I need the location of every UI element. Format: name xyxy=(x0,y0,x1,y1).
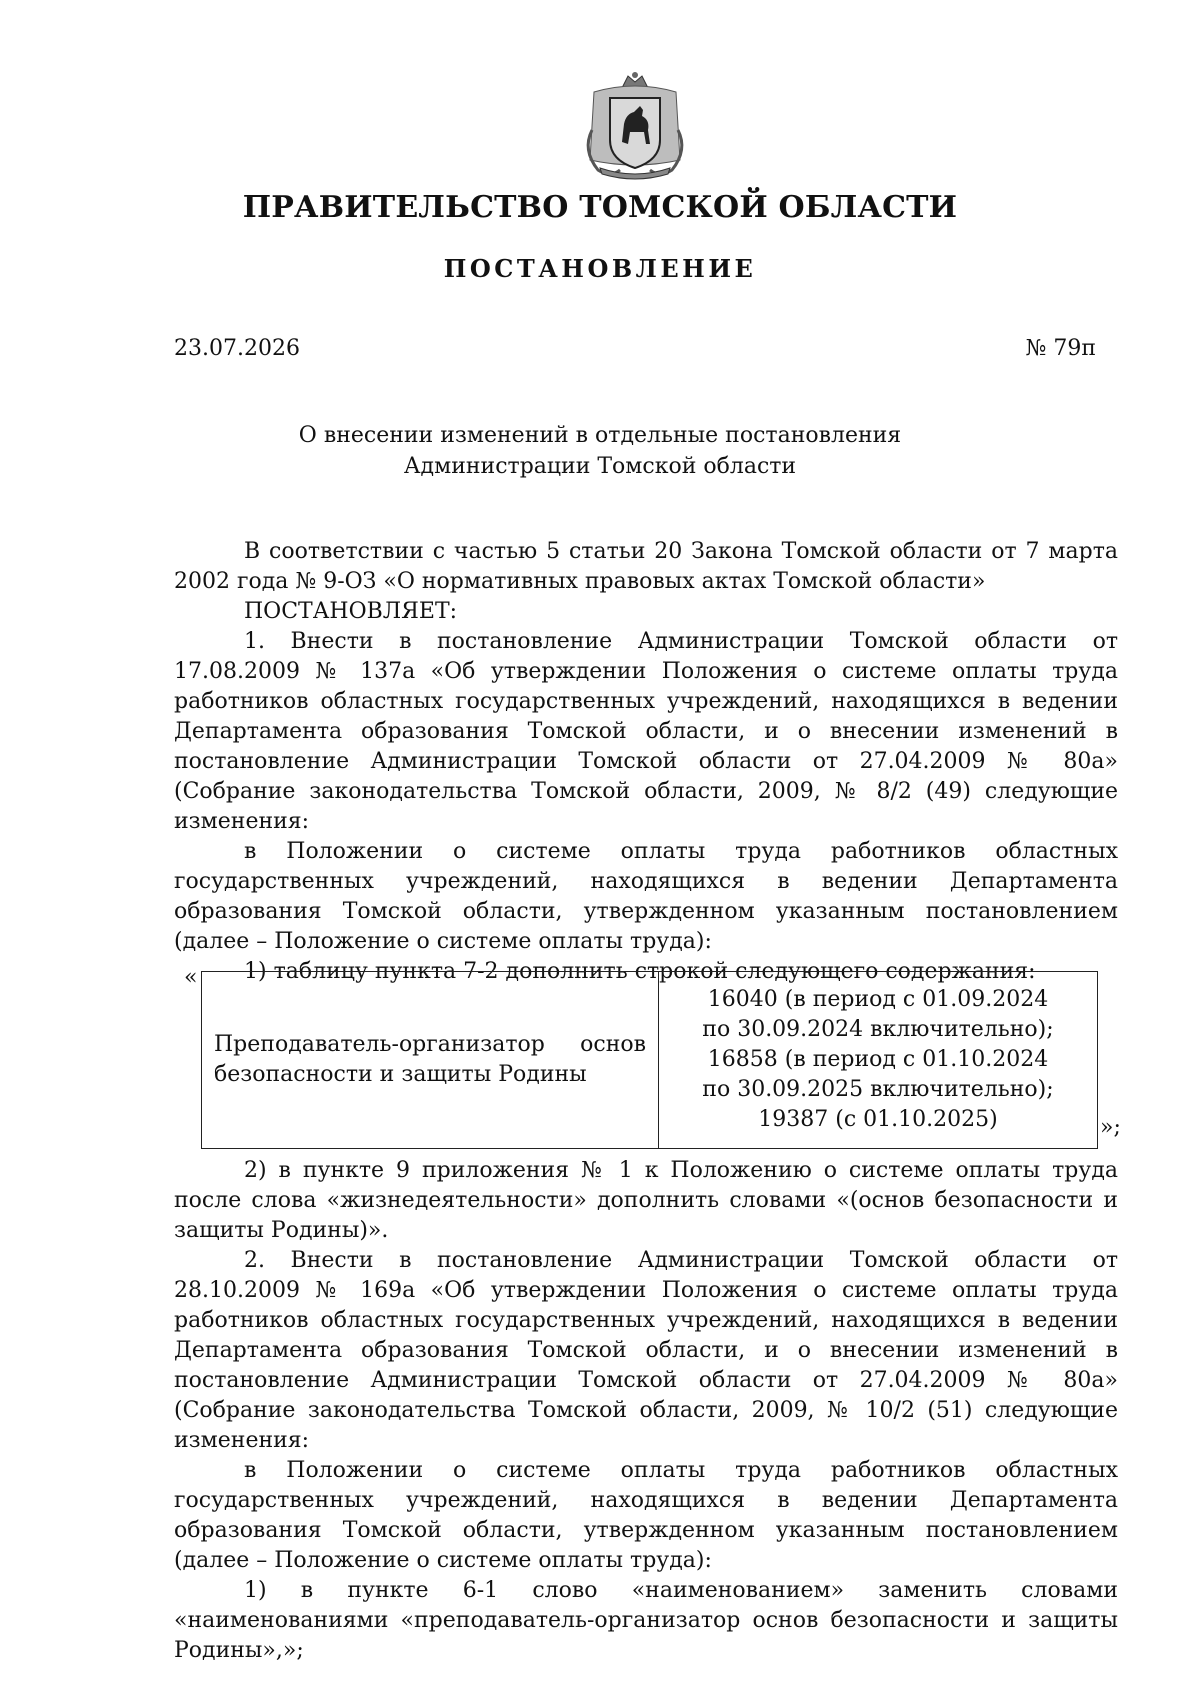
position-cell xyxy=(202,972,659,1149)
salary-line: 19387 (с 01.10.2025) xyxy=(758,1107,998,1132)
salary-line: по 30.09.2025 включительно); xyxy=(702,1077,1054,1102)
salary-line: по 30.09.2024 включительно); xyxy=(702,1017,1054,1042)
subject-line-1: О внесении изменений в отдельные постановления xyxy=(298,423,902,448)
salary-table xyxy=(201,971,1098,1149)
position-part-2: основ xyxy=(580,1032,646,1057)
document-date: 23.07.2026 xyxy=(174,336,300,361)
paragraph-item-1-2: 2) в пункте 9 приложения № 1 к Положению о системе оплаты труда после слова «жизнедеятельности» дополнить словами «(основ безопасности и защиты Родины)». xyxy=(174,1158,1118,1243)
quote-open: « xyxy=(184,965,198,990)
subject-line-2: Администрации Томской области xyxy=(403,454,797,479)
position-part-1: Преподаватель-организатор xyxy=(214,1032,545,1057)
position-line-2: безопасности и защиты Родины xyxy=(214,1062,587,1087)
paragraph-item-2-intro: в Положении о системе оплаты труда работников областных государственных учреждений, находящихся в ведении Департамента образования Томской области, утвержденном указанным постановлением (далее – Положение о системе оплаты труда): xyxy=(174,1458,1118,1573)
body-text-bottom xyxy=(174,1156,1118,1666)
table-row xyxy=(202,972,1098,1149)
document-type: ПОСТАНОВЛЕНИЕ xyxy=(443,254,757,283)
salary-line: 16040 (в период с 01.09.2024 xyxy=(707,987,1049,1012)
paragraph-item-1-intro: в Положении о системе оплаты труда работников областных государственных учреждений, находящихся в ведении Департамента образования Томской области, утвержденном указанным постановлением (далее – Положение о системе оплаты труда): xyxy=(174,839,1118,954)
paragraph-resolves: ПОСТАНОВЛЯЕТ: xyxy=(244,599,458,624)
salary-line: 16858 (в период с 01.10.2024 xyxy=(707,1047,1049,1072)
paragraph-item-2-1: 1) в пункте 6-1 слово «наименованием» заменить словами «наименованиями «преподаватель-организатор основ безопасности и защиты Родины»,»; xyxy=(174,1578,1118,1663)
paragraph-item-1: 1. Внести в постановление Администрации Томской области от 17.08.2009 № 137а «Об утверждении Положения о системе оплаты труда работников областных государственных учреждений, находящихся в ведении Департамента образования Томской области, и о внесении изменений в постановление Администрации Томской области от 27.04.2009 № 80а» (Собрание законодательства Томской области, 2009, № 8/2 (49) следующие изменения: xyxy=(174,629,1118,834)
quote-close: »; xyxy=(1100,1115,1121,1140)
paragraph-item-1-1: 1) таблицу пункта 7-2 дополнить строкой следующего содержания: xyxy=(244,959,1036,984)
document-subject xyxy=(0,420,1200,482)
organization-title: ПРАВИТЕЛЬСТВО ТОМСКОЙ ОБЛАСТИ xyxy=(242,190,958,225)
paragraph-preamble: В соответствии с частью 5 статьи 20 Закона Томской области от 7 марта 2002 года № 9-ОЗ «О нормативных правовых актах Томской области» xyxy=(174,539,1118,594)
coat-of-arms-icon xyxy=(580,70,690,182)
body-text-top xyxy=(174,537,1118,987)
document-number: № 79п xyxy=(1025,336,1096,361)
paragraph-item-2: 2. Внести в постановление Администрации Томской области от 28.10.2009 № 169а «Об утверждении Положения о системе оплаты труда работников областных государственных учреждений, находящихся в ведении Департамента образования Томской области, и о внесении изменений в постановление Администрации Томской области от 27.04.2009 № 80а» (Собрание законодательства Томской области, 2009, № 10/2 (51) следующие изменения: xyxy=(174,1248,1118,1453)
salary-cell xyxy=(659,972,1098,1149)
